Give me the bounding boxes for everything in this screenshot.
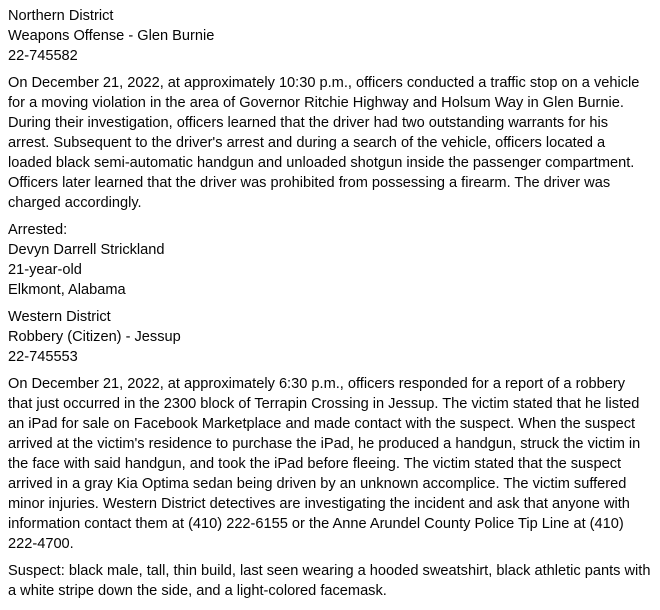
incident-narrative [8,374,652,554]
offense-label: Weapons Offense - Glen Burnie [8,28,215,44]
incident-header [8,6,652,66]
case-number: 22-745582 [8,48,78,64]
narrative-text: On December 21, 2022, at approximately 6:30 p.m., officers responded for a report of a robbery that just occurred in the 2300 block of Terrapin Crossing in Jessup. The victim stated that he listed an iPad for sale on Facebook Marketplace and made contact with the suspect. When the suspect arrived at the victim's residence to purchase the iPad, he produced a handgun, struck the victim in the face with said handgun, and took the iPad before fleeing. The victim stated that the suspect arrived in a gray Kia Optima sedan being driven by an unknown accomplice. The victim suffered minor injuries. Western District detectives are investigating the incident and ask that anyone with information contact them at (410) 222-6155 or the Anne Arundel County Police Tip Line at (410) 222-4700. [8,376,641,552]
case-number: 22-745553 [8,349,78,365]
offense-label: Robbery (Citizen) - Jessup [8,329,181,345]
arrest-info [8,220,652,300]
incident-narrative [8,73,652,213]
suspect-info [8,561,652,601]
arrested-location: Elkmont, Alabama [8,282,126,298]
arrested-label: Arrested: [8,222,68,238]
arrested-name: Devyn Darrell Strickland [8,242,165,258]
suspect-description: Suspect: black male, tall, thin build, last seen wearing a hooded sweatshirt, black athletic pants with a white stripe down the side, and a light-colored facemask. [8,563,651,599]
arrested-age: 21-year-old [8,262,82,278]
district-label: Western District [8,309,111,325]
incident-header [8,307,652,367]
narrative-text: On December 21, 2022, at approximately 10:30 p.m., officers conducted a traffic stop on a vehicle for a moving violation in the area of Governor Ritchie Highway and Holsum Way in Glen Burnie. During their investigation, officers learned that the driver had two outstanding warrants for his arrest. Subsequent to the driver's arrest and during a search of the vehicle, officers located a loaded black semi-automatic handgun and unloaded shotgun inside the passenger compartment. Officers later learned that the driver was prohibited from possessing a firearm. The driver was charged accordingly. [8,75,640,211]
district-label: Northern District [8,8,114,24]
